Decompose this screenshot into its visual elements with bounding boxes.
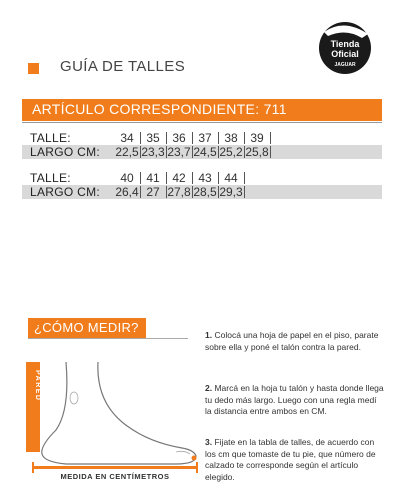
talle-label: TALLE: (30, 171, 71, 185)
svg-text:JAGUAR: JAGUAR (334, 62, 356, 68)
foot-outline (42, 362, 196, 464)
largo-value: 27 (146, 185, 160, 199)
toe-mark (192, 456, 197, 461)
step-3-number: 3. (205, 437, 213, 447)
largo-label: LARGO CM: (30, 145, 101, 159)
page-title: GUÍA DE TALLES (60, 58, 186, 75)
step-3-text: Fijate en la tabla de talles, de acuerdo con los cm que tomaste de tu pie, que número de calzado te corresponde según el artículo elegido. (205, 437, 376, 482)
article-label: ARTÍCULO CORRESPONDIENTE: 711 (32, 101, 287, 117)
how-to-measure-banner (28, 318, 146, 338)
largo-value: 26,4 (115, 185, 139, 199)
svg-text:Tienda: Tienda (330, 39, 360, 49)
talle-value: 34 (120, 131, 134, 145)
largo-value: 29,3 (219, 185, 243, 199)
step-2-text: Marcá en la hoja tu talón y hasta donde llega tu dedo más largo. Luego con una regla medí la distancia entre ambos en CM. (205, 383, 384, 416)
largo-value: 23,3 (141, 145, 165, 159)
measure-label: MEDIDA EN CENTÍMETROS (60, 472, 170, 481)
largo-value: 24,5 (193, 145, 217, 159)
banner-divider (22, 122, 382, 123)
svg-text:Oficial: Oficial (331, 49, 359, 59)
column-separator (244, 186, 245, 198)
largo-row (22, 185, 382, 199)
talle-value: 38 (224, 131, 238, 145)
talle-value: 42 (172, 171, 186, 185)
largo-row (22, 145, 382, 159)
step-3 (205, 437, 385, 483)
largo-value: 22,5 (115, 145, 139, 159)
how-to-divider (28, 338, 188, 339)
talle-value: 36 (172, 131, 186, 145)
column-separator (270, 146, 271, 158)
largo-value: 23,7 (167, 145, 191, 159)
talle-label: TALLE: (30, 131, 71, 145)
step-2 (205, 383, 385, 418)
foot-measure-illustration (26, 360, 206, 482)
how-to-measure-title: ¿CÓMO MEDIR? (34, 320, 139, 335)
talle-value: 37 (198, 131, 212, 145)
measure-bar (32, 466, 198, 469)
largo-label: LARGO CM: (30, 185, 101, 199)
column-separator (244, 172, 245, 184)
talle-value: 35 (146, 131, 160, 145)
talle-row (22, 131, 382, 145)
step-2-number: 2. (205, 383, 213, 393)
largo-value: 28,5 (193, 185, 217, 199)
size-table-1 (22, 131, 382, 159)
wall-label: PARED (34, 370, 41, 402)
article-banner (22, 99, 382, 121)
header-accent-square (28, 63, 39, 74)
talle-value: 44 (224, 171, 238, 185)
talle-value: 40 (120, 171, 134, 185)
size-table-2 (22, 171, 382, 199)
largo-value: 25,2 (219, 145, 243, 159)
ankle-bone (70, 392, 78, 404)
step-1-text: Colocá una hoja de papel en el piso, parate sobre ella y poné el talón contra la pared. (205, 330, 379, 352)
column-separator (270, 132, 271, 144)
talle-value: 41 (146, 171, 160, 185)
tienda-oficial-jaguar-logo (310, 20, 380, 76)
largo-value: 27,8 (167, 185, 191, 199)
largo-value: 25,8 (245, 145, 269, 159)
talle-value: 43 (198, 171, 212, 185)
talle-row (22, 171, 382, 185)
step-1-number: 1. (205, 330, 213, 340)
step-1 (205, 330, 385, 353)
talle-value: 39 (250, 131, 264, 145)
